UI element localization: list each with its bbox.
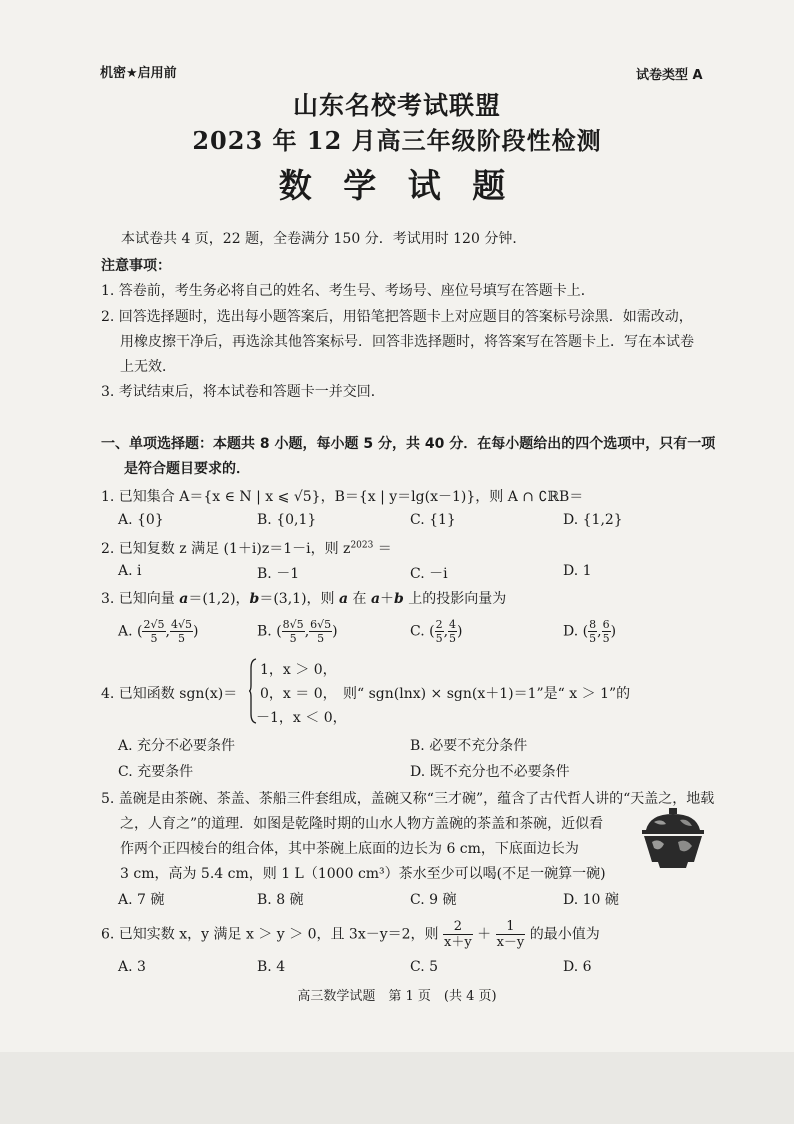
covered-bowl-figure [636,804,710,874]
q5-line-3: 作两个正四棱台的组合体，其中茶碗上底面的边长为 6 cm，下底面边长为 [120,841,579,857]
page-footer: 高三数学试题 第 1 页 (共 4 页) [297,989,497,1004]
confidential-tag: 机密★启用前 [100,66,177,81]
q4-case-3: －1，x ＜ 0， [256,710,347,726]
q2-option-a: A. i [118,563,142,579]
q6-option-a: A. 3 [118,959,146,975]
q4-option-b: B. 必要不充分条件 [410,738,528,754]
exam-union-title: 山东名校考试联盟 [292,91,501,120]
q4-stem-right: 则“ sgn(lnx) × sgn(x＋1)＝1”是“ x ＞ 1”的 [343,686,631,702]
note-2-line-3: 上无效． [120,359,176,375]
note-3: 3. 考试结束后，将本试卷和答题卡一并交回． [101,384,385,400]
q2-option-c: C. －i [410,566,448,582]
q4-case-2: 0，x ＝ 0， [260,686,337,702]
section-1-heading: 一、单项选择题：本题共 8 小题，每小题 5 分，共 40 分．在每小题给出的四个选项中，只有一项 [101,436,716,452]
q5-line-4: 3 cm，高为 5.4 cm，则 1 L（1000 cm³）茶水至少可以喝(不足一碗算一碗) [120,866,606,882]
q1-option-b: B. {0,1} [257,512,317,528]
q3-option-a: A. ( $\frac{2√5}{5}$ , $\frac{4√5}{5}$ ) [118,618,199,645]
q6-option-c: C. 5 [410,959,439,975]
q5-option-d: D. 10 碗 [563,892,619,908]
notes-heading: 注意事项： [101,258,171,274]
q1-option-c: C. {1} [410,512,456,528]
q3-stem: 3. 已知向量 a＝(1,2)，b＝(3,1)，则 a 在 a＋b 上的投影向量为 [101,591,507,607]
section-1-heading-cont: 是符合题目要求的． [124,461,250,477]
q6-option-b: B. 4 [257,959,286,975]
q4-option-c: C. 充要条件 [118,764,194,780]
note-2-line-1: 2. 回答选择题时，选出每小题答案后，用铅笔把答题卡上对应题目的答案标号涂黑．如需改动， [101,309,693,325]
q2-option-d: D. 1 [563,563,592,579]
q2-stem: 2. 已知复数 z 满足 (1＋i)z＝1－i，则 $z^{2023}$ ＝ [101,540,392,557]
q3-option-c: C. ( $\frac{2}{5}$ , $\frac{4}{5}$ ) [410,618,463,645]
q4-stem-left: 4. 已知函数 sgn(x)＝ [101,686,238,702]
q4-case-1: 1，x ＞ 0， [260,662,337,678]
q4-option-d: D. 既不充分也不必要条件 [410,764,570,780]
q5-option-a: A. 7 碗 [118,892,165,908]
q5-option-c: C. 9 碗 [410,892,457,908]
q1-option-a: A. {0} [118,512,164,528]
q5-option-b: B. 8 碗 [257,892,304,908]
exam-date-title: 2023 年 12 月高三年级阶段性检测 [192,126,602,155]
q3-option-d: D. ( $\frac{8}{5}$ , $\frac{6}{5}$ ) [563,618,617,645]
intro-text: 本试卷共 4 页，22 题，全卷满分 150 分．考试用时 120 分钟． [121,231,527,247]
q1-option-d: D. {1,2} [563,512,623,528]
q6-stem: 6. 已知实数 x，y 满足 x ＞ y ＞ 0，且 3x－y＝2，则 $\frac{2}{x+y}$ ＋ $\frac{1}{x-y}$ 的最小值为 [101,919,600,950]
q6-option-d: D. 6 [563,959,592,975]
subject-title: 数 学 试 题 [278,166,516,205]
q5-line-2: 之，人育之”的道理．如图是乾隆时期的山水人物方盖碗的茶盖和茶碗，近似看 [120,816,604,832]
q4-option-a: A. 充分不必要条件 [118,738,236,754]
paper-type-tag: 试卷类型 A [636,68,703,83]
q2-option-b: B. －1 [257,566,300,582]
q5-line-1: 5. 盖碗是由茶碗、茶盖、茶船三件套组成，盖碗又称“三才碗”，蕴含了古代哲人讲的“天盖之，地载 [101,791,715,807]
note-1: 1. 答卷前，考生务必将自己的姓名、考生号、考场号、座位号填写在答题卡上． [101,283,595,299]
q3-option-b: B. ( $\frac{8√5}{5}$ , $\frac{6√5}{5}$ ) [257,618,338,645]
q1-stem: 1. 已知集合 A＝{x ∈ N | x ⩽ √5}，B＝{x | y＝lg(x－1)}，则 A ∩ ∁ℝB＝ [101,489,584,505]
note-2-line-2: 用橡皮擦干净后，再选涂其他答案标号．回答非选择题时，将答案写在答题卡上．写在本试卷 [120,334,694,350]
